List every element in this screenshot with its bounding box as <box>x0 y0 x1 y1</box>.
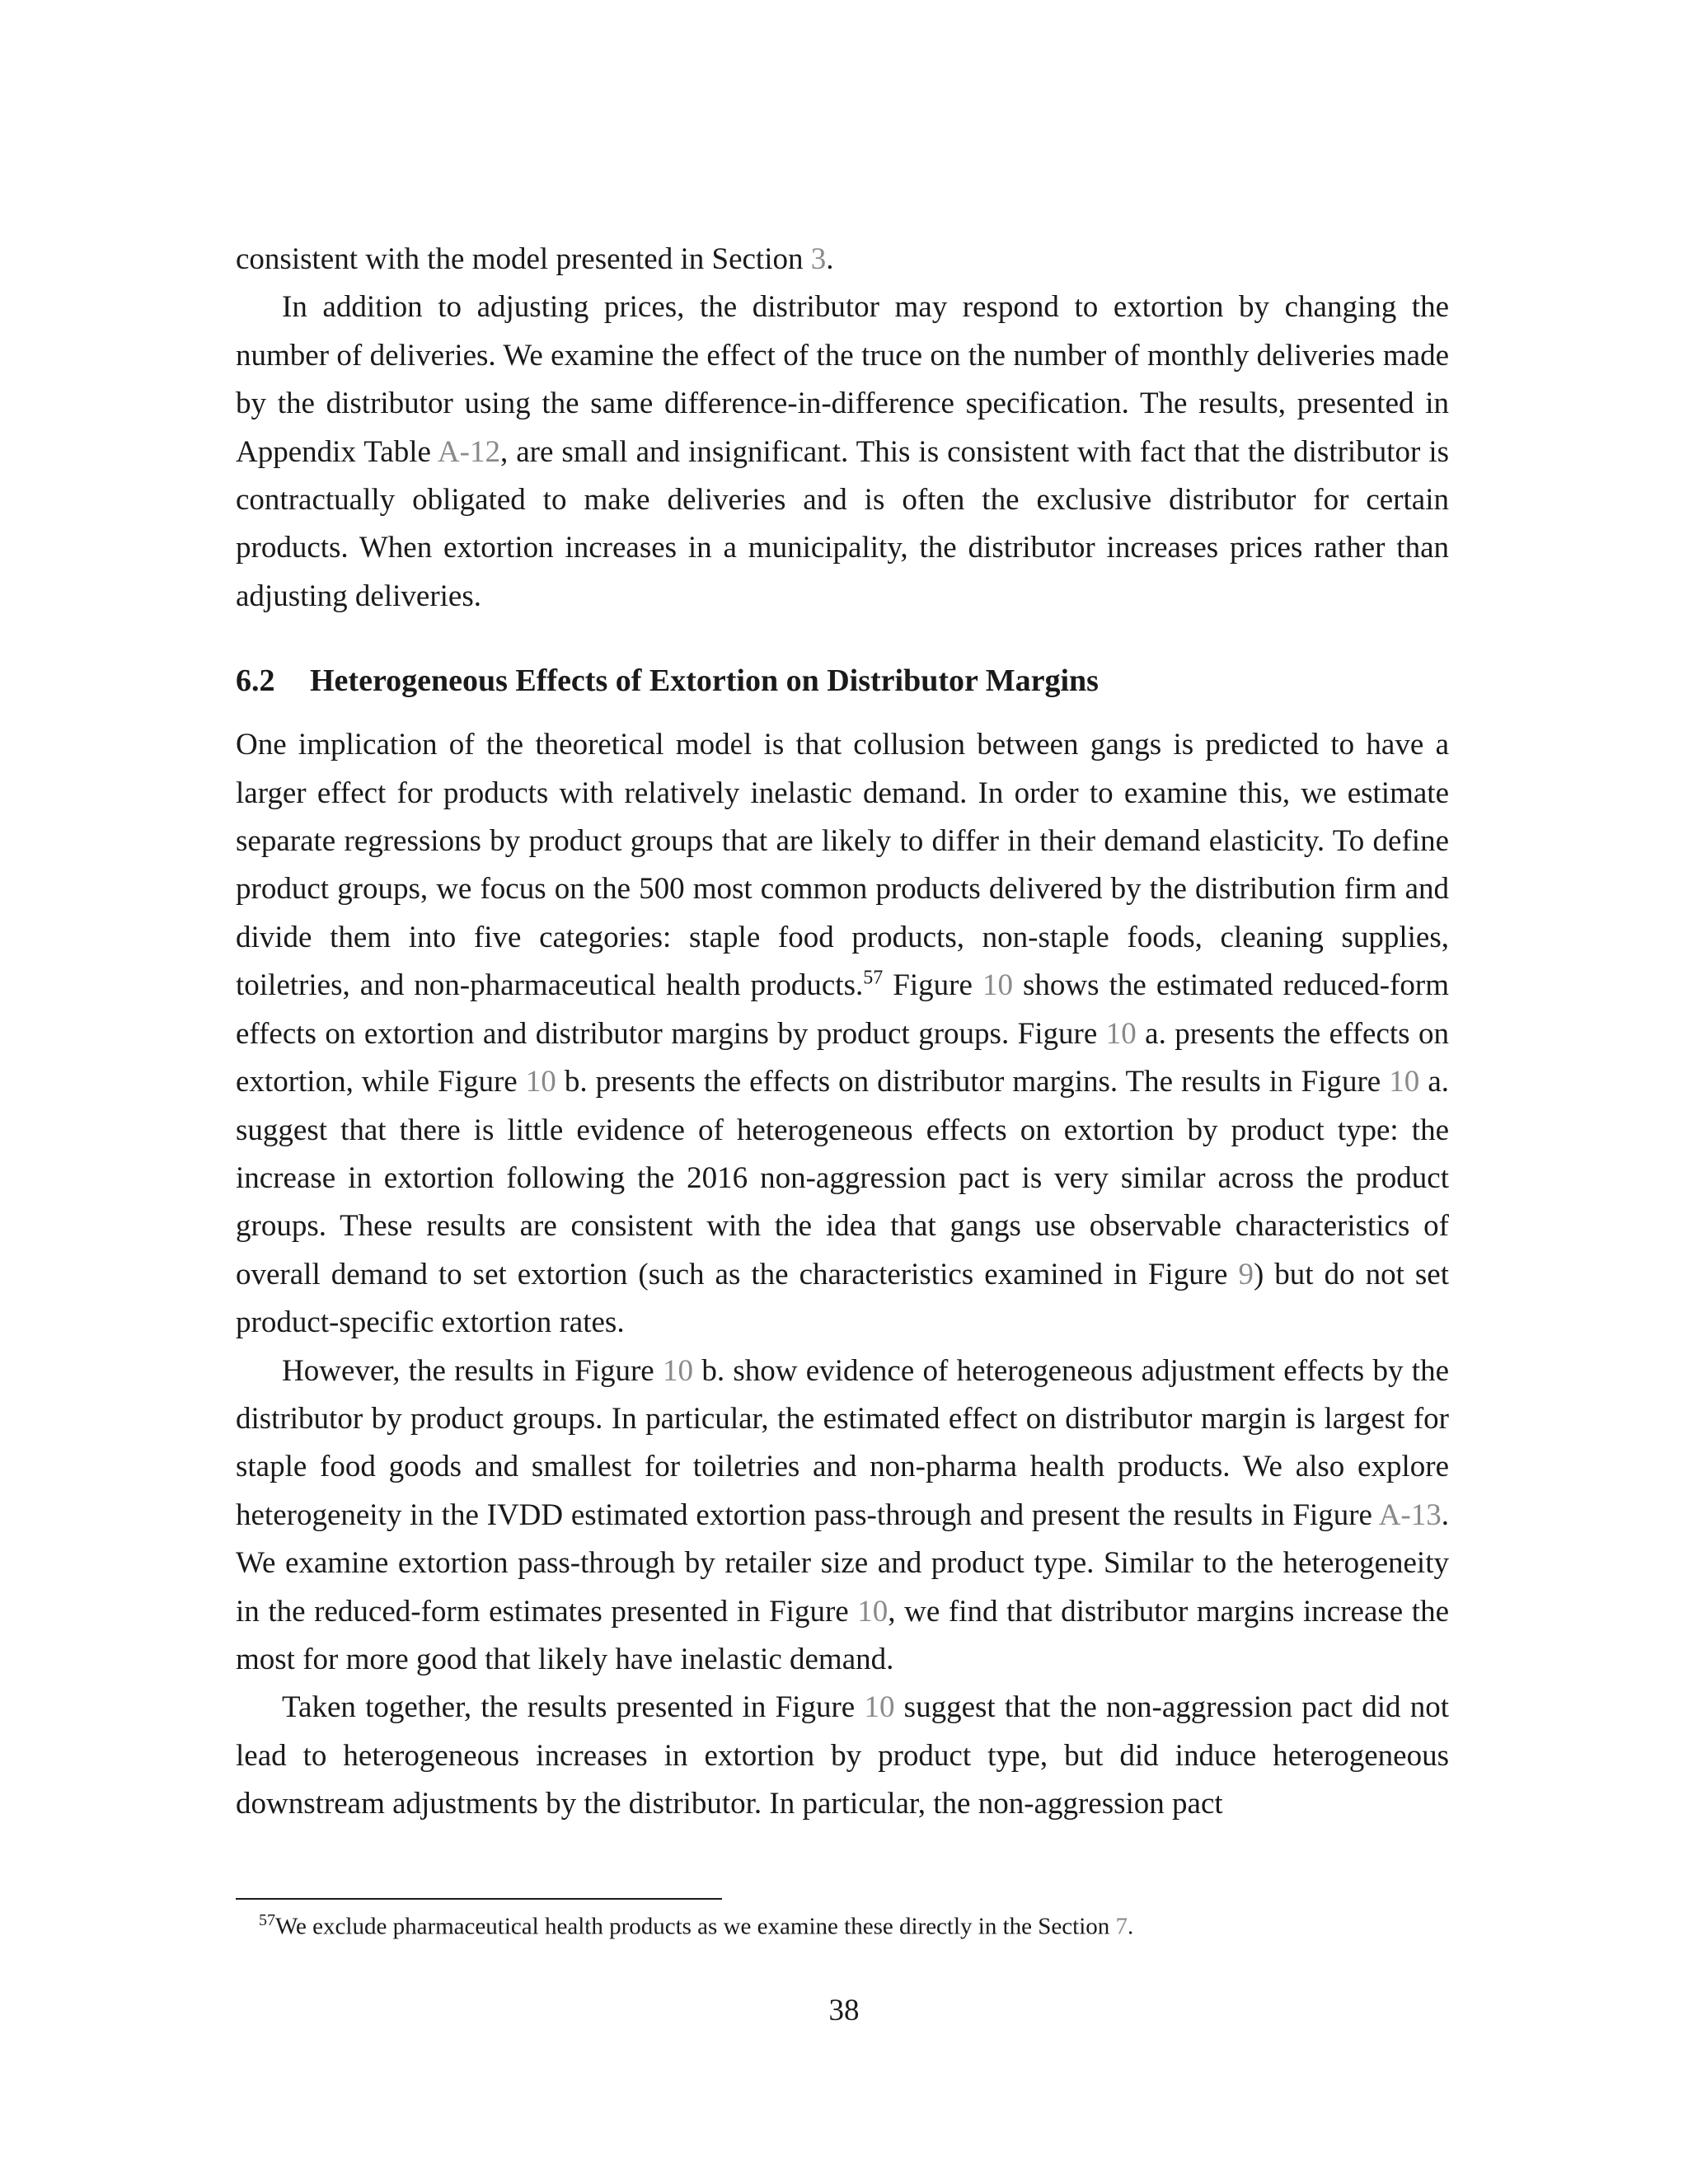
footnote: $^{57}$We exclude pharmaceutical health products as we examine these directly in the Section 7. <box>259 1911 1134 1940</box>
paragraph-product-groups: One implication of the theoretical model is that collusion between gangs is predicted to have a larger effect for products with relatively inelastic demand. In order to examine this, we estimate separate regressions by product groups that are likely to differ in their demand elasticity. To define product groups, we focus on the 500 most common products delivered by the distribution firm and divide them into five categories: staple food products, non-staple foods, cleaning supplies, toiletries, and non-pharmaceutical health products.$^{57}$ Figure 10 shows the estimated reduced-form effects on extortion and distributor margins by product groups. Figure 10 a. presents the effects on extortion, while Figure 10 b. presents the effects on distributor margins. The results in Figure 10 a. suggest that there is little evidence of heterogeneous effects on extortion by product type: the increase in extortion following the 2016 non-aggression pact is very similar across the product groups. These results are consistent with the idea that gangs use observable characteristics of overall demand to set extortion (such as the characteristics examined in Figure 9) but do not set product-specific extortion rates. <box>236 728 1450 1340</box>
figure-link[interactable]: 10 <box>857 1594 889 1629</box>
paragraph-continuation: consistent with the model presented in Section 3. <box>236 242 834 276</box>
page-number: 38 <box>828 1994 860 2027</box>
paragraph-conclusion: Taken together, the results presented in Figure 10 suggest that the non-aggression pact did not lead to heterogeneous increases in extortion by product type, but did induce heterogeneous downstream adjustments by the distributor. In particular, the non-aggression pact <box>236 1690 1449 1821</box>
appendix-table-link[interactable]: A-12 <box>437 434 500 469</box>
footnote-marker[interactable]: 57 <box>863 967 884 989</box>
figure-link[interactable]: 10 <box>864 1690 895 1725</box>
paragraph-deliveries: In addition to adjusting prices, the distributor may respond to extortion by changing the number of deliveries. We examine the effect of the truce on the number of monthly deliveries made by the distributor using the same difference-in-difference specification. The results, presented in Appendix Table A-12, are small and insignificant. This is consistent with fact that the distributor is contractually obligated to make deliveries and is often the exclusive distributor for certain products. When extortion increases in a municipality, the distributor increases prices rather than adjusting deliveries. <box>236 290 1449 613</box>
figure-link[interactable]: 9 <box>1238 1257 1254 1291</box>
section-title: Heterogeneous Effects of Extortion on Distributor Margins <box>310 663 1099 699</box>
appendix-figure-link[interactable]: A-13 <box>1378 1497 1442 1532</box>
paragraph-heterogeneous-adjustment: However, the results in Figure 10 b. show evidence of heterogeneous adjustment effects by the distributor by product groups. In particular, the estimated effect on distributor margin is largest for staple food goods and smallest for toiletries and non-pharma health products. We also explore heterogeneity in the IVDD estimated extortion pass-through and present the results in Figure A-13. We examine extortion pass-through by retailer size and product type. Similar to the heterogeneity in the reduced-form estimates presented in Figure 10, we find that distributor margins increase the most for more good that likely have inelastic demand. <box>236 1353 1449 1676</box>
figure-link[interactable]: 10 <box>982 968 1013 1003</box>
section-number: 6.2 <box>236 663 275 699</box>
section-link[interactable]: 7 <box>1115 1913 1128 1940</box>
section-heading <box>236 657 1449 705</box>
section-link[interactable]: 3 <box>810 242 827 276</box>
figure-link[interactable]: 10 <box>1105 1016 1137 1051</box>
footnote-number: 57 <box>259 1911 275 1929</box>
figure-link[interactable]: 10 <box>1389 1065 1420 1099</box>
footnote-divider <box>236 1898 722 1900</box>
main-text <box>236 236 1449 1829</box>
figure-link[interactable]: 10 <box>663 1353 694 1388</box>
figure-link[interactable]: 10 <box>525 1065 556 1099</box>
